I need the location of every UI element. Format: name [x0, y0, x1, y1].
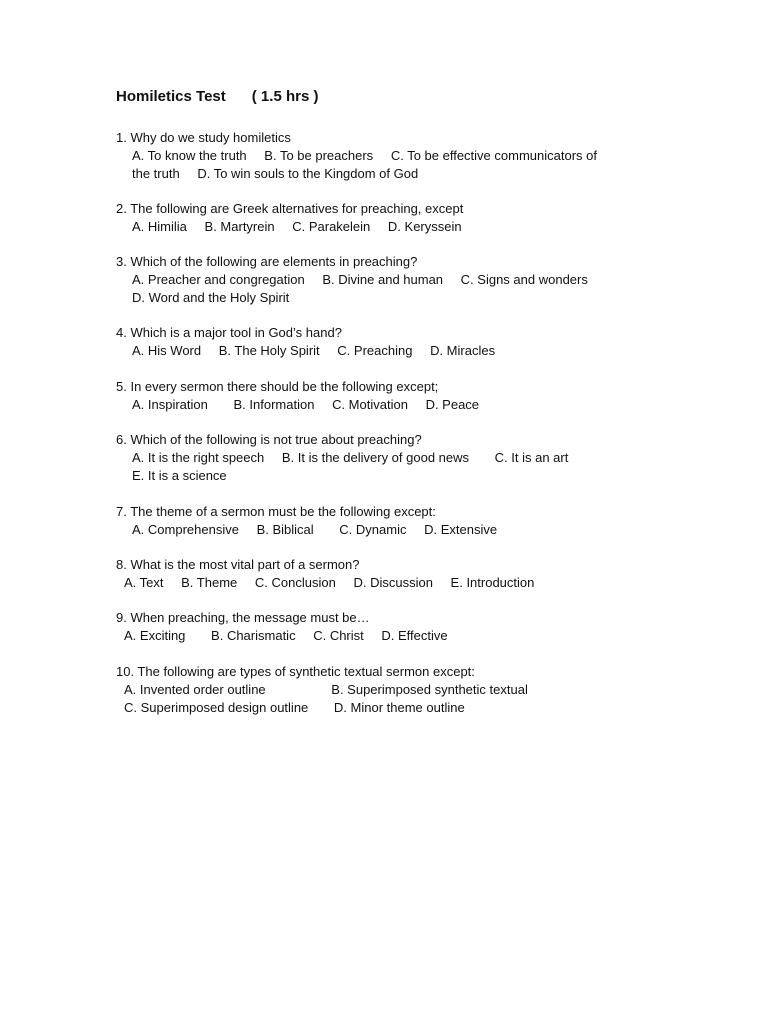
question-1 [116, 129, 716, 183]
answer-options [116, 271, 716, 289]
option-d: D. Keryssein [387, 219, 462, 234]
question-5 [116, 378, 716, 414]
option-a: A. Invented order outline [124, 682, 266, 697]
question-8 [116, 556, 716, 592]
answer-options [116, 147, 716, 165]
question-stem: 2. The following are Greek alternatives for preaching, except [116, 201, 464, 216]
test-name: Homiletics Test [116, 88, 226, 105]
option-b: B. Superimposed synthetic textual [331, 682, 528, 697]
option-c: C. Parakelein [292, 219, 371, 234]
answer-options [116, 396, 716, 414]
question-stem: 6. Which of the following is not true about preaching? [116, 432, 422, 447]
question-stem: 7. The theme of a sermon must be the following except: [116, 504, 436, 519]
question-3 [116, 253, 716, 307]
option-c: C. Motivation [332, 397, 408, 412]
answer-options-continued [116, 165, 716, 183]
option-a: A. Text [124, 575, 164, 590]
answer-options-continued [116, 699, 716, 717]
option-c: C. Superimposed design outline [124, 700, 309, 715]
option-a: A. Himilia [132, 219, 187, 234]
answer-options-continued [116, 289, 716, 307]
test-title [116, 88, 318, 105]
option-c-continued: the truth [132, 166, 180, 181]
option-d: D. Minor theme outline [333, 700, 465, 715]
question-stem: 10. The following are types of synthetic textual sermon except: [116, 664, 475, 679]
option-c: C. Signs and wonders [460, 272, 588, 287]
option-a: A. Preacher and congregation [132, 272, 305, 287]
option-d: D. Extensive [424, 522, 498, 537]
question-stem: 8. What is the most vital part of a sermon? [116, 557, 360, 572]
answer-options [116, 627, 716, 645]
option-b: B. It is the delivery of good news [281, 450, 470, 465]
option-c: C. Christ [313, 628, 364, 643]
option-d: D. To win souls to the Kingdom of God [197, 166, 419, 181]
question-7 [116, 503, 716, 539]
option-b: B. The Holy Spirit [218, 343, 320, 358]
option-b: B. Martyrein [204, 219, 275, 234]
option-a: A. Comprehensive [132, 522, 239, 537]
question-stem: 3. Which of the following are elements in preaching? [116, 254, 418, 269]
question-6 [116, 431, 716, 485]
option-a: A. His Word [132, 343, 202, 358]
option-d: D. Miracles [430, 343, 496, 358]
option-e: E. It is a science [132, 468, 227, 483]
option-d: D. Effective [381, 628, 448, 643]
option-c: C. It is an art [494, 450, 569, 465]
question-stem: 9. When preaching, the message must be… [116, 610, 370, 625]
option-c: C. To be effective communicators of [390, 148, 597, 163]
answer-options [116, 342, 716, 360]
option-b: B. To be preachers [264, 148, 374, 163]
option-b: B. Biblical [256, 522, 314, 537]
option-a: A. It is the right speech [132, 450, 265, 465]
answer-options [116, 218, 716, 236]
answer-options [116, 681, 716, 699]
option-d: D. Word and the Holy Spirit [132, 290, 290, 305]
question-stem: 4. Which is a major tool in God’s hand? [116, 325, 342, 340]
question-stem: 1. Why do we study homiletics [116, 130, 291, 145]
option-b: B. Charismatic [211, 628, 296, 643]
option-a: A. To know the truth [132, 148, 247, 163]
answer-options [116, 574, 716, 592]
option-b: B. Theme [181, 575, 238, 590]
question-2 [116, 200, 716, 236]
option-a: A. Exciting [124, 628, 186, 643]
question-stem: 5. In every sermon there should be the following except; [116, 379, 439, 394]
answer-options-continued [116, 467, 716, 485]
option-c: C. Conclusion [254, 575, 336, 590]
option-d: D. Discussion [353, 575, 433, 590]
answer-options [116, 449, 716, 467]
option-b: B. Divine and human [322, 272, 444, 287]
option-a: A. Inspiration [132, 397, 208, 412]
option-d: D. Peace [425, 397, 480, 412]
answer-options [116, 521, 716, 539]
question-10 [116, 663, 716, 717]
option-e: E. Introduction [450, 575, 535, 590]
question-9 [116, 609, 716, 645]
option-b: B. Information [233, 397, 315, 412]
test-duration: ( 1.5 hrs ) [251, 88, 319, 105]
option-c: C. Preaching [337, 343, 413, 358]
option-c: C. Dynamic [339, 522, 407, 537]
question-4 [116, 324, 716, 360]
